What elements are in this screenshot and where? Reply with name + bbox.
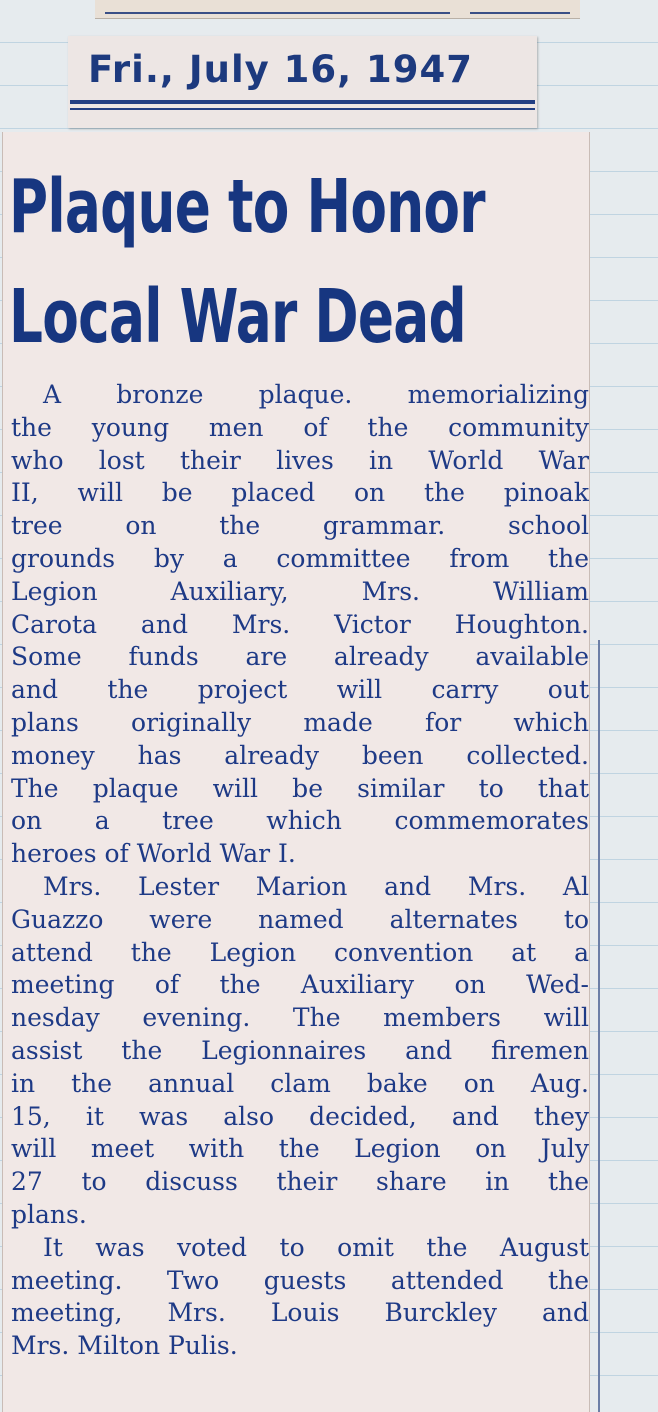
article-line: nesday evening. The members will [11, 1003, 589, 1033]
headline-line-1: Plaque to Honor [9, 164, 485, 250]
article-line: Some funds are already available [11, 642, 589, 672]
article-line: on a tree which commemorates [11, 806, 589, 836]
article-clipping [2, 132, 590, 1412]
previous-clipping-edge [95, 0, 580, 19]
article-line: Guazzo were named alternates to [11, 904, 589, 934]
article-line: plans. [11, 1199, 87, 1229]
article-line: plans originally made for which [11, 707, 589, 737]
clipping-rule [105, 12, 450, 14]
headline-line-2: Local War Dead [9, 274, 466, 360]
article-line: meeting of the Auxiliary on Wed- [11, 970, 589, 1000]
article-line: the young men of the community [11, 412, 589, 442]
dateline-clipping [68, 36, 537, 128]
clipping-rule [470, 12, 570, 14]
article-line: attend the Legion convention at a [11, 937, 589, 967]
dateline-rule [70, 100, 535, 104]
article-line: 27 to discuss their share in the [11, 1167, 589, 1197]
article-line: will meet with the Legion on July [11, 1134, 589, 1164]
article-line: grounds by a committee from the [11, 543, 589, 573]
article-body [11, 379, 589, 1363]
article-line: II, will be placed on the pinoak [11, 478, 589, 508]
article-line: Legion Auxiliary, Mrs. William [11, 576, 589, 606]
article-line: tree on the grammar. school [11, 511, 589, 541]
article-line: Carota and Mrs. Victor Houghton. [11, 609, 589, 639]
dateline: Fri., July 16, 1947 [88, 48, 474, 91]
article-line: assist the Legionnaires and firemen [11, 1035, 589, 1065]
article-line: It was voted to omit the August [43, 1232, 589, 1262]
article-line: Mrs. Lester Marion and Mrs. Al [43, 871, 589, 901]
article-line: A bronze plaque. memorializing [43, 380, 589, 409]
article-line: 15, it was also decided, and they [11, 1101, 589, 1131]
column-rule [598, 640, 600, 1412]
dateline-rule [70, 108, 535, 110]
article-line: meeting. Two guests attended the [11, 1265, 589, 1295]
article-line: meeting, Mrs. Louis Burckley and [11, 1298, 589, 1328]
article-line: money has already been collected. [11, 740, 589, 770]
article-line: heroes of World War I. [11, 839, 296, 869]
article-line: in the annual clam bake on Aug. [11, 1068, 589, 1098]
article-line: Mrs. Milton Pulis. [11, 1331, 238, 1361]
article-line: and the project will carry out [11, 675, 589, 705]
article-line: The plaque will be similar to that [11, 773, 589, 803]
article-line: who lost their lives in World War [11, 445, 589, 475]
